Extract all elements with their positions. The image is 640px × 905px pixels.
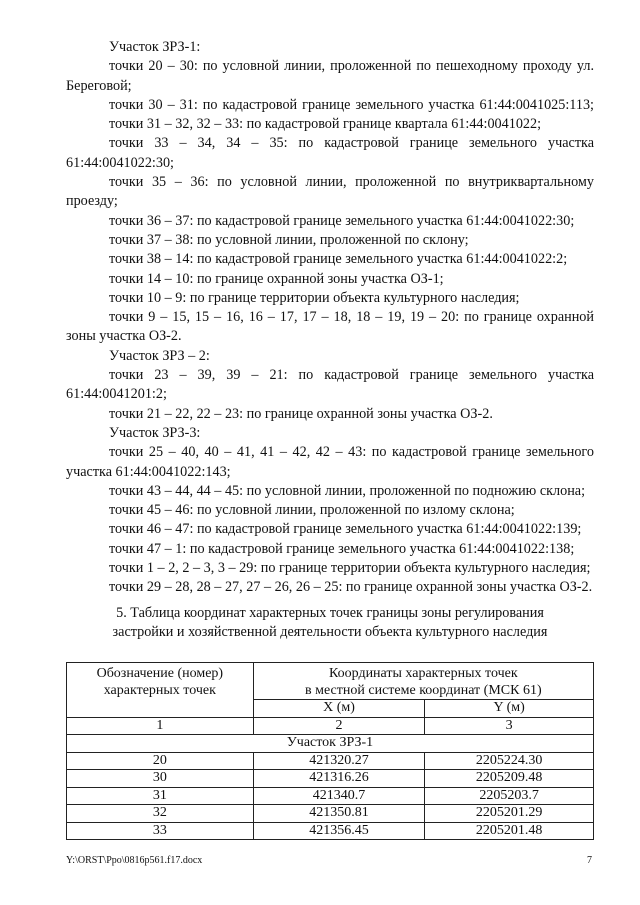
page-number: 7: [587, 855, 592, 866]
cell-y: 2205201.48: [425, 822, 594, 840]
table-row: [67, 752, 594, 770]
table-row: [67, 787, 594, 805]
column-number-1: 1: [67, 717, 254, 735]
table-row: [67, 822, 594, 840]
header-point-designation: [67, 663, 254, 718]
section-title-line-2: застройки и хозяйственной деятельности объекта культурного наследия: [112, 624, 548, 640]
cell-x: 421350.81: [253, 805, 425, 823]
table-row: [67, 770, 594, 788]
group-row: [67, 735, 594, 753]
cell-point: 33: [67, 822, 254, 840]
header-point-designation-line-2: характерных точек: [103, 682, 216, 698]
paragraph-points-14-10: точки 14 – 10: по границе охранной зоны участка ОЗ-1;: [109, 270, 444, 287]
paragraph-points-29-25: точки 29 – 28, 28 – 27, 27 – 26, 26 – 25: по границе охранной зоны участка ОЗ-2.: [109, 579, 593, 596]
paragraph-points-25-43: точки 25 – 40, 40 – 41, 41 – 42, 42 – 43: по кадастровой границе земельного участка 61:44:0041022:143;: [66, 444, 594, 480]
header-coordinates: [253, 663, 593, 700]
coordinates-table: [66, 662, 594, 840]
cell-point: 20: [67, 752, 254, 770]
paragraph-points-38-14: точки 38 – 14: по кадастровой границе земельного участка 61:44:0041022:2;: [109, 251, 568, 268]
cell-point: 32: [67, 805, 254, 823]
section-title: [66, 604, 594, 642]
paragraph-points-47-1: точки 47 – 1: по кадастровой границе земельного участка 61:44:0041022:138;: [109, 540, 575, 557]
cell-point: 31: [67, 787, 254, 805]
paragraph-points-30-31: точки 30 – 31: по кадастровой границе земельного участка 61:44:0041025:113;: [109, 96, 594, 113]
cell-point: 30: [67, 770, 254, 788]
paragraph-points-31-33: точки 31 – 32, 32 – 33: по кадастровой границе квартала 61:44:0041022;: [109, 116, 542, 133]
cell-x: 421356.45: [253, 822, 425, 840]
paragraph-zone-2-heading: Участок ЗРЗ – 2:: [109, 347, 210, 364]
paragraph-points-21-23: точки 21 – 22, 22 – 23: по границе охранной зоны участка ОЗ-2.: [109, 405, 493, 422]
paragraph-points-36-37: точки 36 – 37: по кадастровой границе земельного участка 61:44:0041022:30;: [109, 212, 575, 229]
column-number-3: 3: [425, 717, 594, 735]
table-header-row: [67, 663, 594, 700]
paragraph-zone-1-heading: Участок ЗРЗ-1:: [109, 39, 201, 55]
header-y: Y (м): [425, 700, 594, 718]
cell-y: 2205209.48: [425, 770, 594, 788]
cell-x: 421316.26: [253, 770, 425, 788]
column-number-2: 2: [253, 717, 425, 735]
cell-y: 2205201.29: [425, 805, 594, 823]
header-coordinates-line-2: в местной системе координат (МСК 61): [305, 682, 542, 698]
document-body: [66, 38, 594, 598]
footer-file-path: Y:\ORST\Ppo\0816p561.f17.docx: [66, 855, 203, 866]
paragraph-points-20-30: точки 20 – 30: по условной линии, проложенной по пешеходному проходу ул. Береговой;: [66, 58, 594, 94]
header-x: X (м): [253, 700, 425, 718]
cell-x: 421340.7: [253, 787, 425, 805]
cell-y: 2205224.30: [425, 752, 594, 770]
column-number-row: [67, 717, 594, 735]
paragraph-points-9-20: точки 9 – 15, 15 – 16, 16 – 17, 17 – 18, 18 – 19, 19 – 20: по границе охранной зоны участка ОЗ-2.: [66, 309, 594, 345]
paragraph-points-45-46: точки 45 – 46: по условной линии, проложенной по излому склона;: [109, 502, 515, 519]
header-coordinates-line-1: Координаты характерных точек: [328, 666, 518, 681]
paragraph-points-10-9: точки 10 – 9: по границе территории объекта культурного наследия;: [109, 289, 520, 306]
paragraph-points-46-47: точки 46 – 47: по кадастровой границе земельного участка 61:44:0041022:139;: [109, 521, 582, 538]
group-label-zone-1: Участок ЗРЗ-1: [67, 735, 594, 753]
section-title-line-1: 5. Таблица координат характерных точек границы зоны регулирования: [116, 605, 544, 621]
paragraph-points-35-36: точки 35 – 36: по условной линии, проложенной по внутриквартальному проезду;: [66, 174, 594, 210]
paragraph-points-33-35: точки 33 – 34, 34 – 35: по кадастровой границе земельного участка 61:44:0041022:30;: [66, 135, 594, 171]
header-point-designation-line-1: Обозначение (номер): [96, 666, 224, 681]
table-row: [67, 805, 594, 823]
paragraph-zone-3-heading: Участок ЗРЗ-3:: [109, 424, 201, 441]
paragraph-points-43-45: точки 43 – 44, 44 – 45: по условной линии, проложенной по подножию склона;: [109, 482, 586, 499]
paragraph-points-37-38: точки 37 – 38: по условной линии, проложенной по склону;: [109, 231, 469, 248]
paragraph-points-1-29: точки 1 – 2, 2 – 3, 3 – 29: по границе территории объекта культурного наследия;: [109, 560, 591, 577]
cell-x: 421320.27: [253, 752, 425, 770]
cell-y: 2205203.7: [425, 787, 594, 805]
paragraph-points-23-21: точки 23 – 39, 39 – 21: по кадастровой границе земельного участка 61:44:0041201:2;: [66, 367, 594, 403]
